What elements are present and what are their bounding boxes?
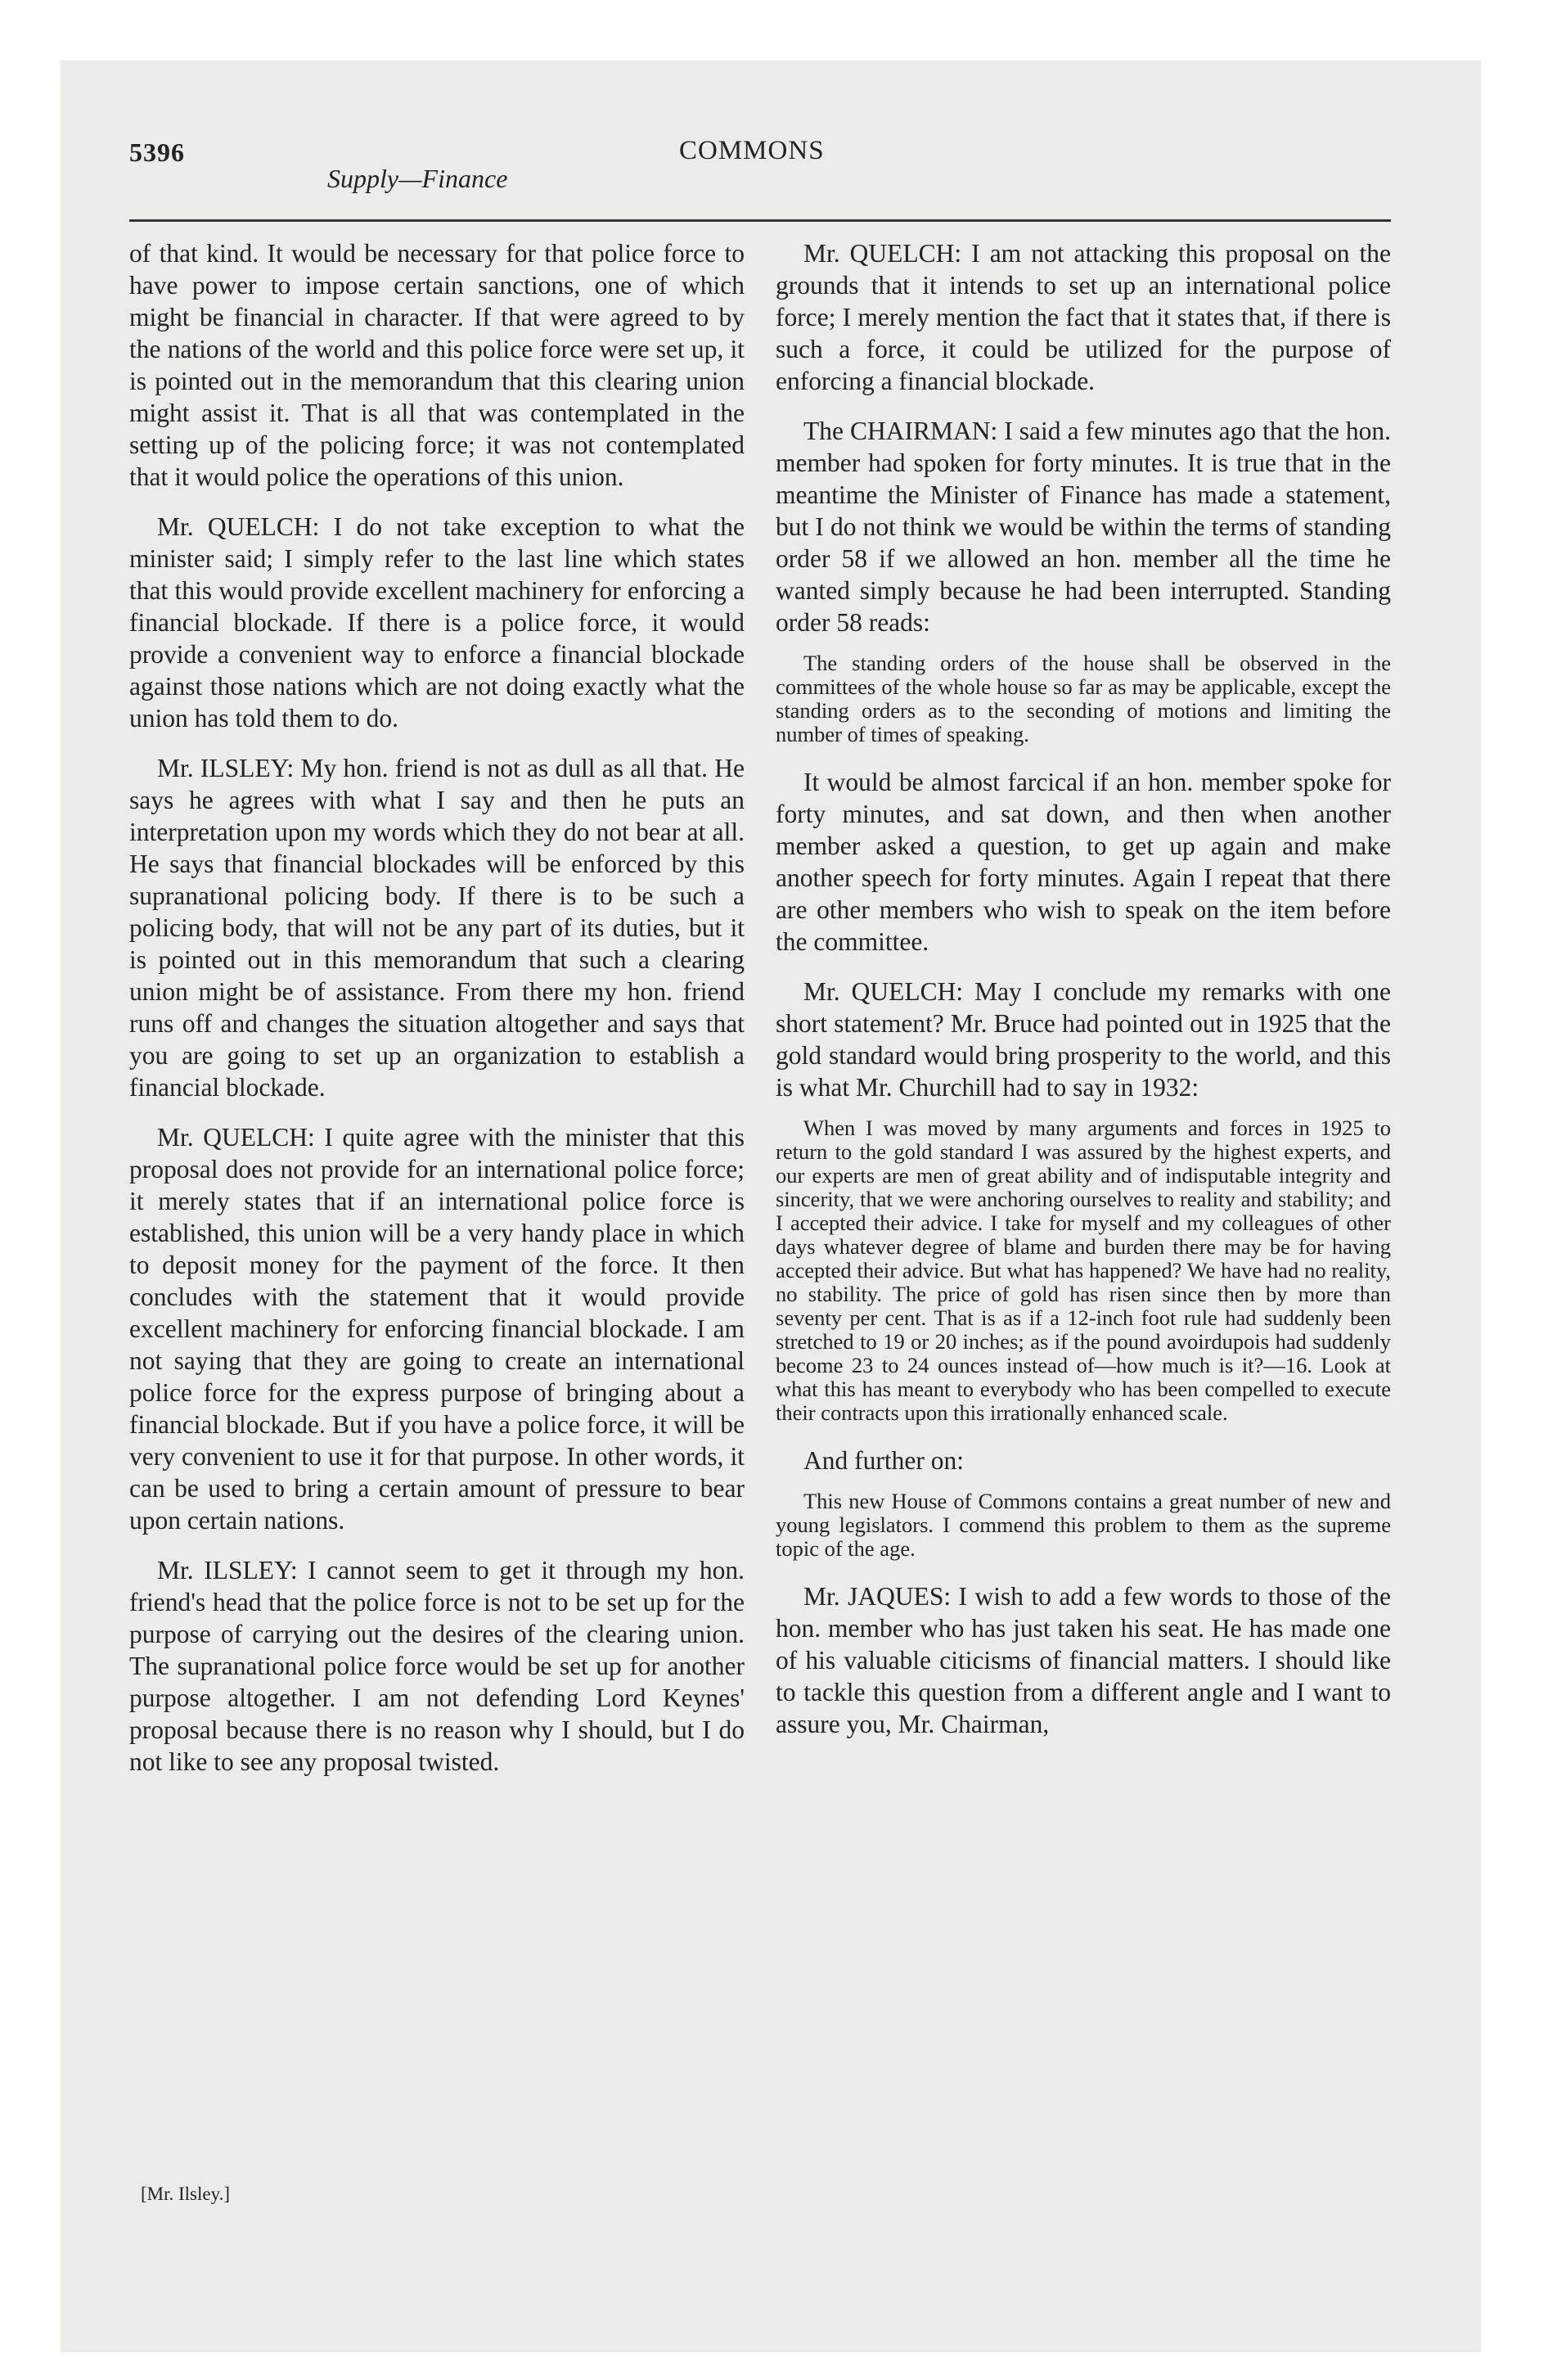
- paragraph: of that kind. It would be necessary for that police force to have power to impose certain sanctions, one of which might be financial in character. If that were agreed to by the nations of the world and this police force were set up, it is pointed out in the memorandum that this clearing union might assist it. That is all that was contemplated in the setting up of the policing force; it was not contemplated that it would police the operations of this union.: [129, 239, 745, 491]
- block-quote: This new House of Commons contains a great number of new and young legislators. I commend this problem to them as the supreme topic of the age.: [776, 1489, 1391, 1561]
- paragraph: The CHAIRMAN: I said a few minutes ago that the hon. member had spoken for forty minutes. It is true that in the meantime the Minister of Finance has made a statement, but I do not think we would be within the terms of standing order 58 if we allowed an hon. member all the time he wanted simply because he had been interrupted. Standing order 58 reads:: [776, 417, 1391, 637]
- page-header: [0, 0, 1548, 229]
- chamber-name: COMMONS: [679, 136, 825, 165]
- speaker-footnote: [Mr. Ilsley.]: [141, 2184, 231, 2204]
- paragraph: It would be almost farcical if an hon. member spoke for forty minutes, and sat down, and then when another member asked a question, to get up again and make another speech for forty minutes. Again I repeat that there are other members who wish to speak on the item before the committee.: [776, 768, 1391, 956]
- paragraph: Mr. QUELCH: I am not attacking this proposal on the grounds that it intends to set up an international police force; I merely mention the fact that it states that, if there is such a force, it could be utilized for the purpose of enforcing a financial blockade.: [776, 239, 1391, 395]
- paragraph: Mr. QUELCH: I do not take exception to what the minister said; I simply refer to the last line which states that this would provide excellent machinery for enforcing a financial blockade. If there is a police force, it would provide a convenient way to enforce a financial blockade against those nations which are not doing exactly what the union has told them to do.: [129, 512, 745, 732]
- paragraph: And further on:: [803, 1446, 964, 1475]
- paragraph: Mr. QUELCH: May I conclude my remarks with one short statement? Mr. Bruce had pointed out in 1925 that the gold standard would bring prosperity to the world, and this is what Mr. Churchill had to say in 1932:: [776, 977, 1391, 1102]
- paragraph: Mr. QUELCH: I quite agree with the minister that this proposal does not provide for an international police force; it merely states that if an international police force is established, this union will be a very handy place in which to deposit money for the payment of the force. It then concludes with the statement that it would provide excellent machinery for enforcing financial blockade. I am not saying that they are going to create an international police force for the express purpose of bringing about a financial blockade. But if you have a police force, it will be very convenient to use it for that purpose. In other words, it can be used to bring a certain amount of pressure to bear upon certain nations.: [129, 1123, 745, 1535]
- block-quote: The standing orders of the house shall be observed in the committees of the whole house so far as may be applicable, except the standing orders as to the seconding of motions and limiting the number of times of speaking.: [776, 651, 1391, 746]
- paragraph: Mr. ILSLEY: My hon. friend is not as dull as all that. He says he agrees with what I say and then he puts an interpretation upon my words which they do not bear at all. He says that financial blockades will be enforced by this supranational policing body. If there is to be such a policing body, that will not be any part of its duties, but it is pointed out in this memorandum that such a clearing union might be of assistance. From there my hon. friend runs off and changes the situation altogether and says that you are going to set up an organization to establish a financial blockade.: [129, 754, 745, 1102]
- paragraph: Mr. ILSLEY: I cannot seem to get it through my hon. friend's head that the police force is not to be set up for the purpose of carrying out the desires of the clearing union. The supranational police force would be set up for another purpose altogether. I am not defending Lord Keynes' proposal because there is no reason why I should, but I do not like to see any proposal twisted.: [129, 1556, 745, 1776]
- paragraph: Mr. JAQUES: I wish to add a few words to those of the hon. member who has just taken his seat. He has made one of his valuable citicisms of financial matters. I should like to tackle this question from a different angle and I want to assure you, Mr. Chairman,: [776, 1582, 1391, 1738]
- header-rule: [129, 219, 1391, 222]
- block-quote: When I was moved by many arguments and forces in 1925 to return to the gold standard I was assured by the highest experts, and our experts are men of great ability and of indisputable integrity and sincerity, that we were anchoring ourselves to reality and stability; and I accepted their advice. I take for myself and my colleagues of other days whatever degree of blame and burden there may be for having accepted their advice. But what has happened? We have had no reality, no stability. The price of gold has risen since then by more than seventy per cent. That is as if a 12-inch foot rule had suddenly been stretched to 19 or 20 inches; as if the pound avoirdupois had suddenly become 23 to 24 ounces instead of—how much is it?—16. Look at what this has meant to everybody who has been compelled to execute their contracts upon this irrationally enhanced scale.: [776, 1116, 1391, 1425]
- right-column: [776, 237, 1391, 1758]
- left-column: [129, 237, 745, 1796]
- page-number: 5396: [129, 137, 185, 167]
- running-title: Supply—Finance: [327, 164, 508, 193]
